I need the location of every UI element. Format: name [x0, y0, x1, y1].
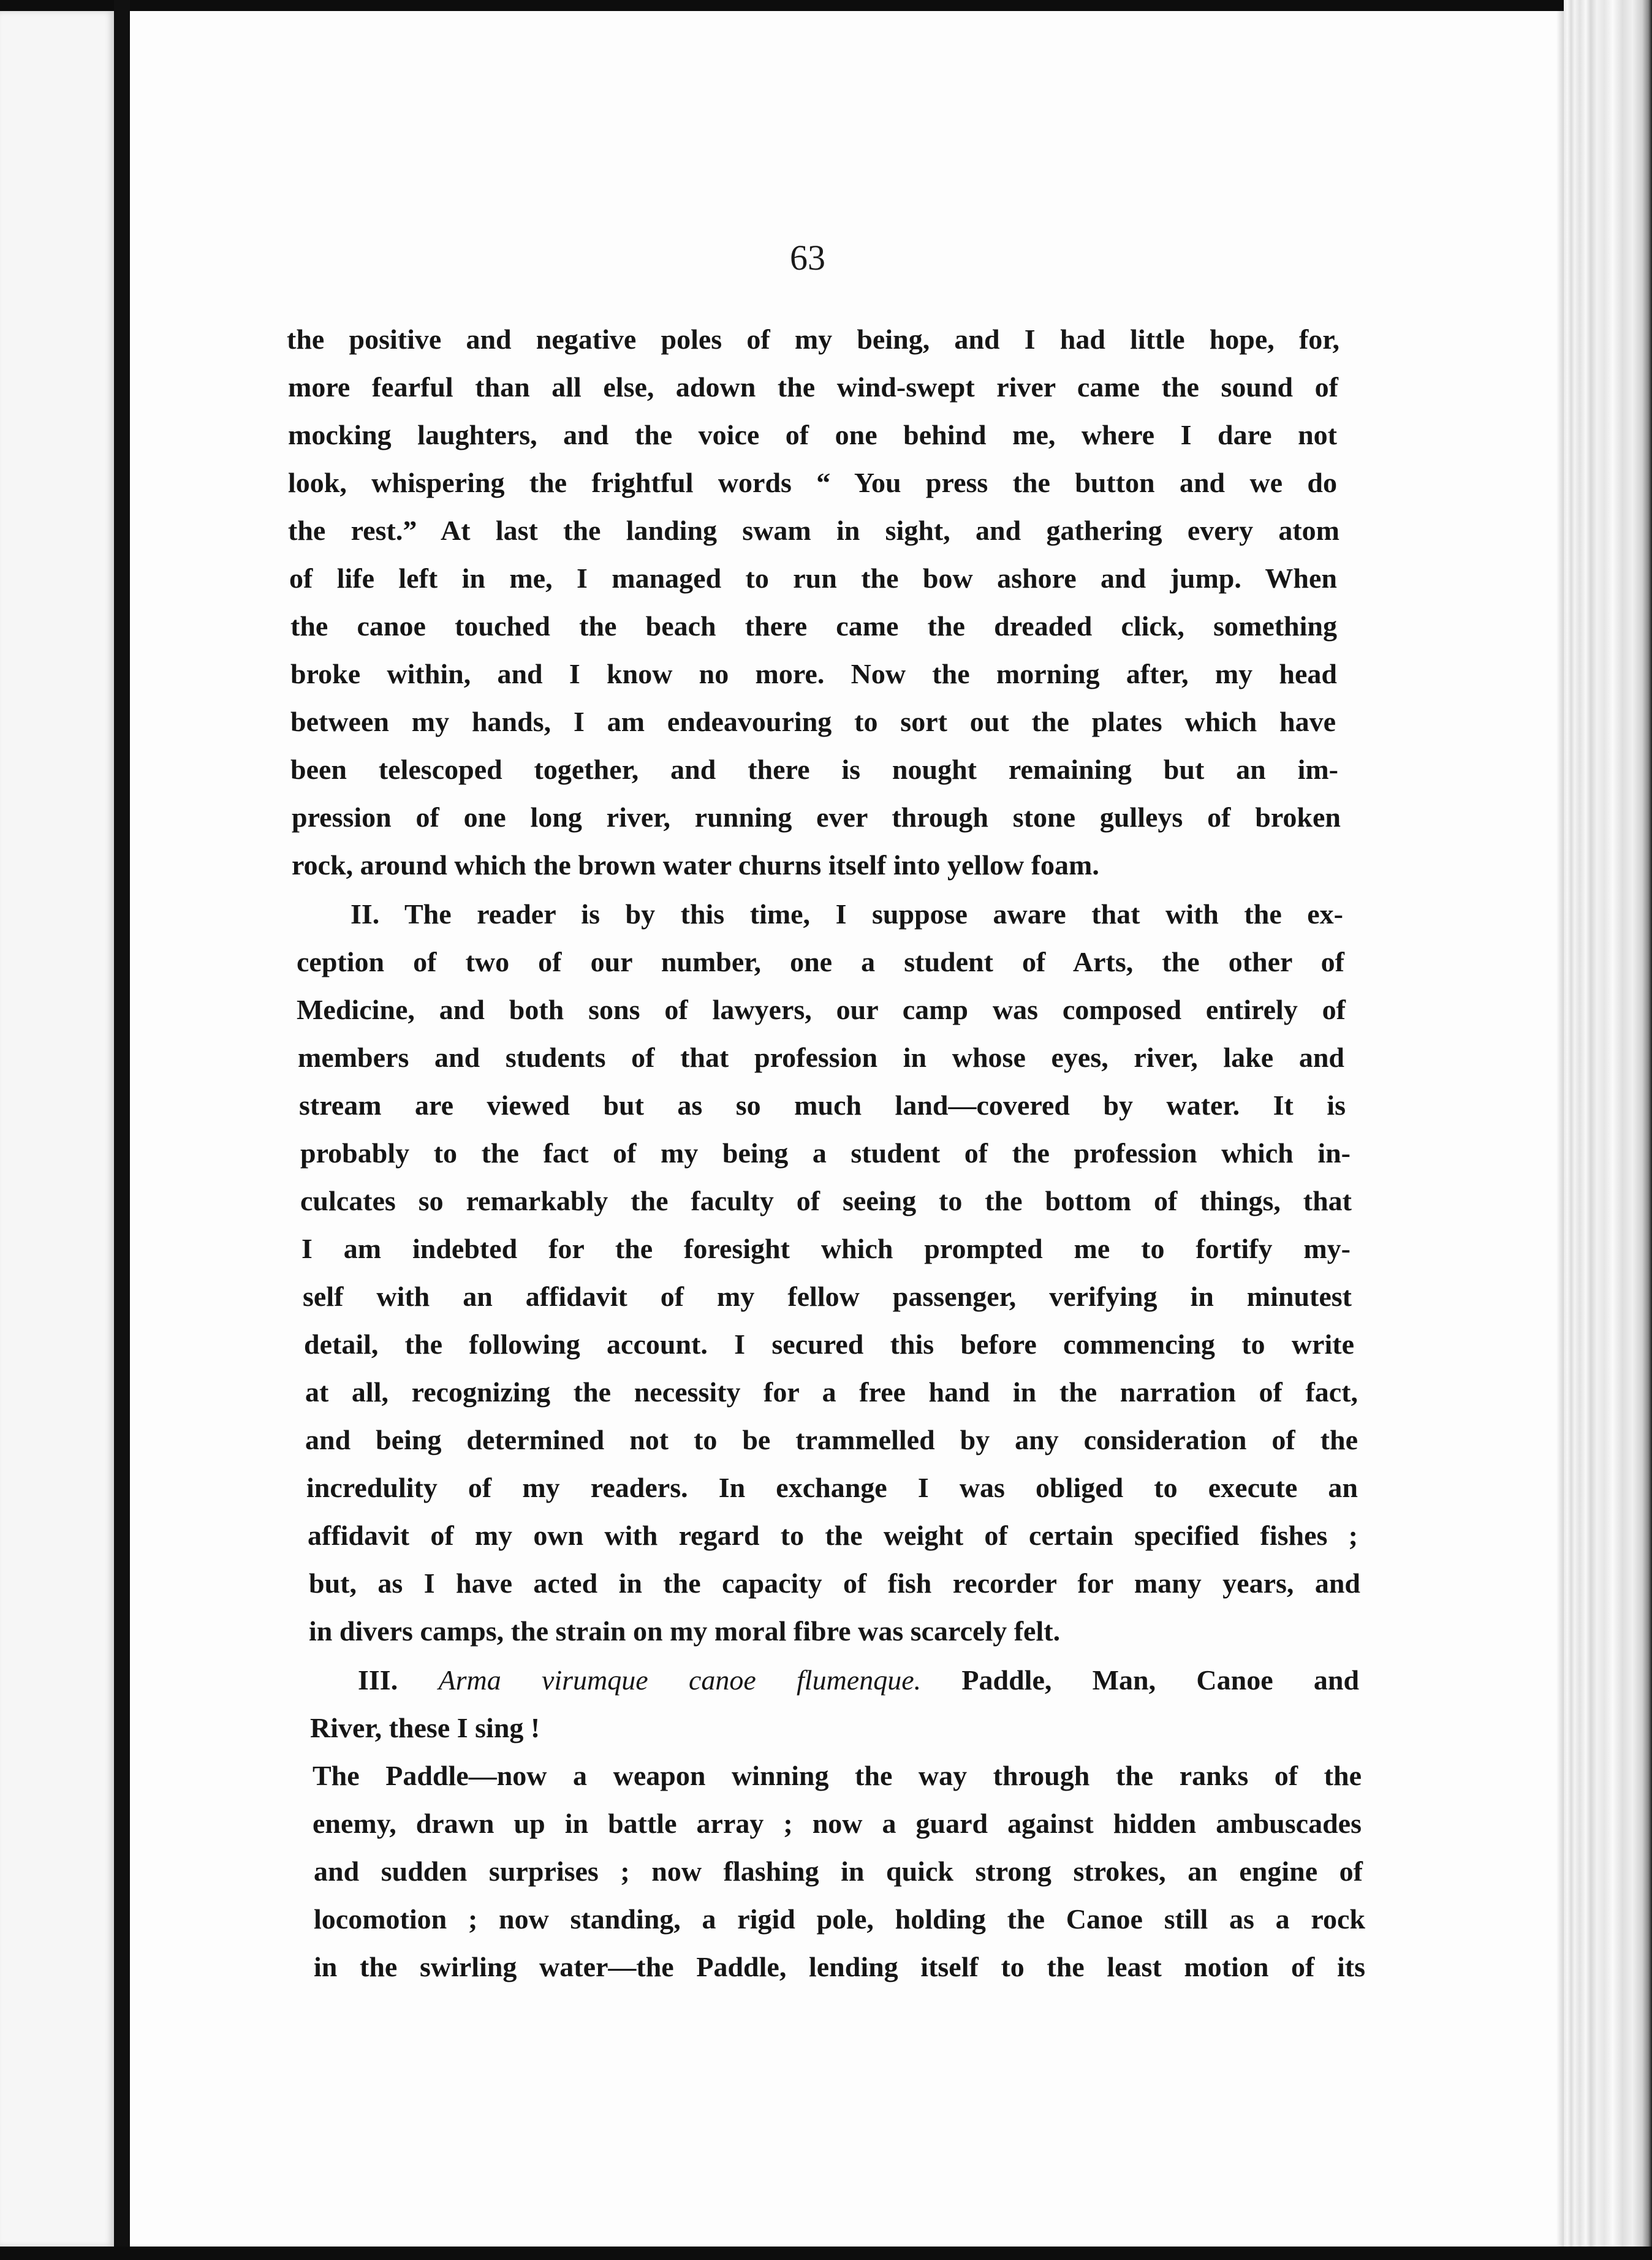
text-line — [303, 1275, 1352, 1319]
text-line — [297, 940, 1344, 984]
text-line — [290, 700, 1336, 744]
book-gutter — [114, 0, 130, 2260]
line-text: between my hands, I am endeavouring to sort out the plates which have — [290, 706, 1336, 737]
text-line — [308, 1514, 1358, 1558]
line-text: locomotion ; now standing, a rigid pole, holding the Canoe still as a rock — [314, 1903, 1365, 1935]
line-text: members and students of that profession in whose eyes, river, lake and — [298, 1042, 1344, 1073]
text-line — [300, 1131, 1351, 1175]
text-line — [304, 1322, 1354, 1367]
text-line — [297, 988, 1346, 1032]
line-text: II. The reader is by this time, I suppose aware that with the ex- — [350, 898, 1343, 930]
line-text: look, whispering the frightful words “ You press the button and we do — [288, 467, 1337, 498]
text-line — [301, 1227, 1351, 1271]
line-text: stream are viewed but as so much land—covered by water. It is — [299, 1090, 1346, 1121]
text-line — [313, 1754, 1362, 1798]
line-text: in the swirling water—the Paddle, lending itself to the least motion of its — [314, 1951, 1365, 1982]
line-text: and sudden surprises ; now flashing in quick strong strokes, an engine of — [314, 1856, 1363, 1887]
text-line — [292, 795, 1341, 840]
line-text: pression of one long river, running ever through stone gulleys of broken — [292, 802, 1341, 833]
line-text: been telescoped together, and there is nought remaining but an im- — [290, 754, 1338, 785]
facing-page-edge — [0, 11, 114, 2247]
text-line — [288, 509, 1339, 553]
line-text: affidavit of my own with regard to the weight of certain specified fishes ; — [308, 1520, 1358, 1551]
line-text: more fearful than all else, adown the wind-swept river came the sound of — [288, 371, 1338, 403]
text-line — [289, 556, 1337, 601]
text-line — [290, 604, 1337, 648]
line-text: of life left in me, I managed to run the bow ashore and jump. When — [289, 563, 1337, 594]
text-line — [309, 1561, 1360, 1606]
text-line — [314, 1897, 1365, 1941]
text-line — [290, 652, 1337, 696]
line-text: the rest.” At last the landing swam in sight, and gathering every atom — [288, 515, 1339, 546]
line-text: the positive and negative poles of my being, and I had little hope, for, — [287, 324, 1339, 355]
line-text: at all, recognizing the necessity for a free hand in the narration of fact, — [305, 1376, 1358, 1408]
text-line — [305, 1370, 1358, 1414]
text-line — [314, 1849, 1363, 1894]
line-text: Paddle, Man, Canoe and — [961, 1664, 1360, 1696]
line-text: in divers camps, the strain on my moral fibre was scarcely felt. — [309, 1615, 1061, 1647]
line-text: culcates so remarkably the faculty of seeing to the bottom of things, that — [300, 1185, 1352, 1216]
text-line — [313, 1802, 1362, 1846]
text-line — [358, 1658, 1359, 1702]
text-line — [309, 1609, 1184, 1653]
text-line — [287, 317, 1339, 362]
text-line — [288, 365, 1338, 409]
line-text: rock, around which the brown water churns itself into yellow foam. — [292, 849, 1099, 881]
latin-motto: Arma virumque canoe flumenque. — [438, 1664, 922, 1696]
line-text: and being determined not to be trammelled by any consideration of the — [305, 1424, 1358, 1455]
line-text: but, as I have acted in the capacity of fish recorder for many years, and — [309, 1568, 1360, 1599]
line-text: Medicine, and both sons of lawyers, our camp was composed entirely of — [297, 994, 1346, 1025]
line-text: I am indebted for the foresight which prompted me to fortify my- — [301, 1233, 1351, 1264]
line-text: River, these I sing ! — [310, 1712, 540, 1743]
line-text: The Paddle—now a weapon winning the way through the ranks of the — [313, 1760, 1362, 1791]
scan-border-bottom — [0, 2247, 1652, 2260]
line-text: detail, the following account. I secured this before commencing to write — [304, 1329, 1354, 1360]
text-line — [305, 1418, 1358, 1462]
text-line — [310, 1706, 605, 1750]
text-line — [300, 1179, 1352, 1223]
line-text: ception of two of our number, one a student of Arts, the other of — [297, 946, 1344, 977]
page-number: 63 — [790, 238, 825, 278]
line-text: mocking laughters, and the voice of one behind me, where I dare not — [288, 419, 1337, 450]
section-numeral: III. — [358, 1664, 398, 1696]
text-line — [288, 461, 1337, 505]
text-line — [290, 748, 1338, 792]
line-text: self with an affidavit of my fellow passenger, verifying in minutest — [303, 1281, 1352, 1312]
line-text: probably to the fact of my being a student of the profession which in- — [300, 1137, 1351, 1169]
line-text: incredulity of my readers. In exchange I was obliged to execute an — [306, 1472, 1358, 1503]
line-text: broke within, and I know no more. Now the morning after, my head — [290, 658, 1337, 689]
text-line — [298, 1036, 1344, 1080]
text-line — [314, 1945, 1365, 1989]
text-line — [288, 413, 1337, 457]
text-line — [350, 892, 1343, 936]
line-text: enemy, drawn up in battle array ; now a guard against hidden ambuscades — [313, 1808, 1362, 1839]
scan-border-top — [0, 0, 1652, 11]
page-stack-edges — [1564, 0, 1652, 2260]
text-line — [299, 1083, 1346, 1128]
line-text: the canoe touched the beach there came the dreaded click, something — [290, 610, 1337, 642]
text-line — [306, 1466, 1358, 1510]
text-line — [292, 843, 1131, 887]
